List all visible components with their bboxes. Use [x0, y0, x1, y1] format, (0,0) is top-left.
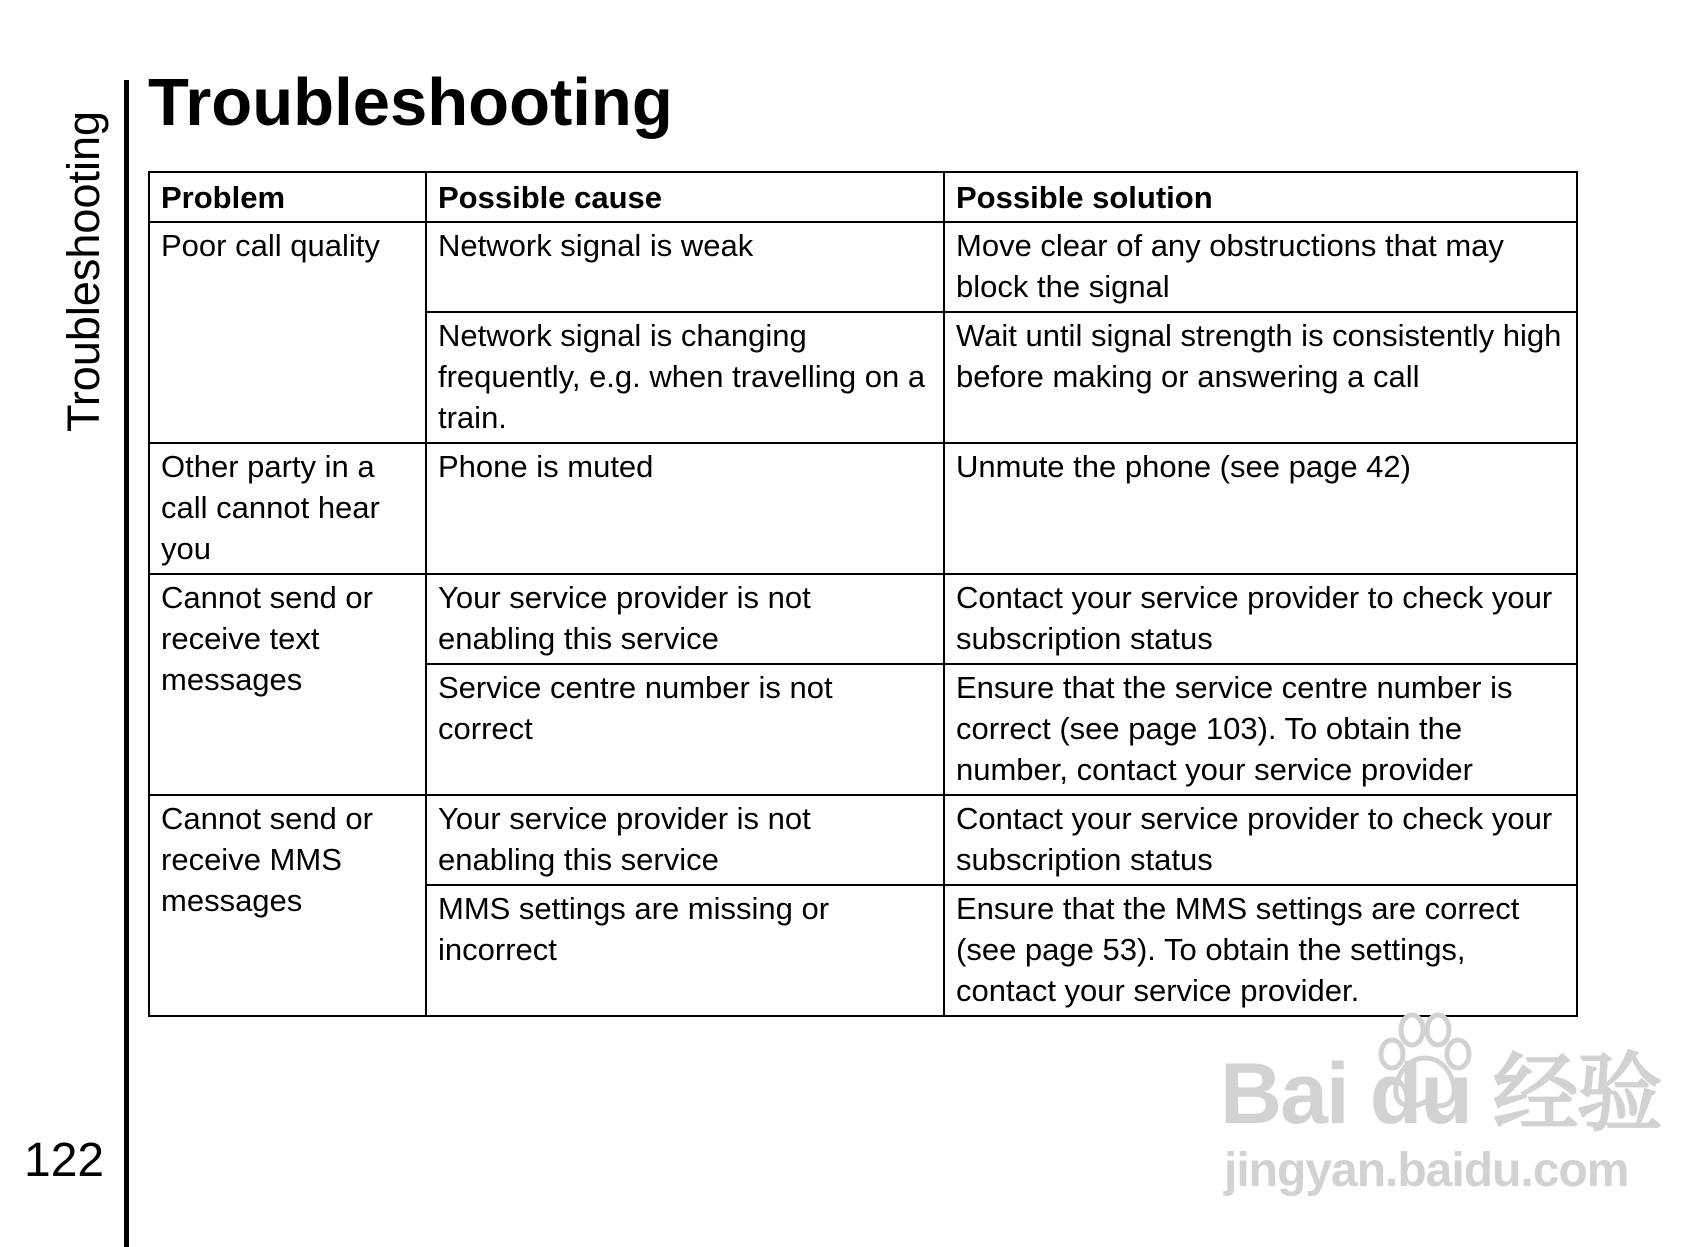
solution-cell: Ensure that the MMS settings are correct (see page 53). To obtain the settings, contact your service provider. — [944, 885, 1577, 1016]
solution-cell: Move clear of any obstructions that may block the signal — [944, 222, 1577, 312]
cause-cell: Your service provider is not enabling this service — [426, 574, 944, 664]
header-possible-cause: Possible cause — [426, 172, 944, 222]
table-row — [149, 222, 1577, 312]
solution-cell: Wait until signal strength is consistently high before making or answering a call — [944, 312, 1577, 443]
solution-cell: Contact your service provider to check your subscription status — [944, 574, 1577, 664]
problem-cell: Cannot send or receive text messages — [149, 574, 426, 795]
side-divider-rule — [124, 80, 129, 1247]
header-possible-solution: Possible solution — [944, 172, 1577, 222]
cause-cell: MMS settings are missing or incorrect — [426, 885, 944, 1016]
page-title: Troubleshooting — [148, 65, 673, 140]
table-row — [149, 574, 1577, 664]
cause-cell: Network signal is weak — [426, 222, 944, 312]
cause-cell: Service centre number is not correct — [426, 664, 944, 795]
cause-cell: Your service provider is not enabling this service — [426, 795, 944, 885]
watermark-brand-text: Bai du 经验 — [1220, 1046, 1661, 1142]
side-section-title: Troubleshooting — [58, 110, 109, 432]
page-number: 122 — [24, 1134, 105, 1187]
cause-cell: Network signal is changing frequently, e.g. when travelling on a train. — [426, 312, 944, 443]
header-problem: Problem — [149, 172, 426, 222]
solution-cell: Ensure that the service centre number is correct (see page 103). To obtain the number, contact your service provider — [944, 664, 1577, 795]
table-row — [149, 795, 1577, 885]
problem-cell: Poor call quality — [149, 222, 426, 443]
table-row — [149, 443, 1577, 574]
solution-cell: Unmute the phone (see page 42) — [944, 443, 1577, 574]
cause-cell: Phone is muted — [426, 443, 944, 574]
table-header-row — [149, 172, 1577, 222]
problem-cell: Cannot send or receive MMS messages — [149, 795, 426, 1016]
baidu-jingyan-watermark — [1220, 1008, 1661, 1198]
solution-cell: Contact your service provider to check your subscription status — [944, 795, 1577, 885]
troubleshooting-table — [148, 171, 1578, 1017]
problem-cell: Other party in a call cannot hear you — [149, 443, 426, 574]
watermark-url-text: jingyan.baidu.com — [1224, 1144, 1629, 1197]
